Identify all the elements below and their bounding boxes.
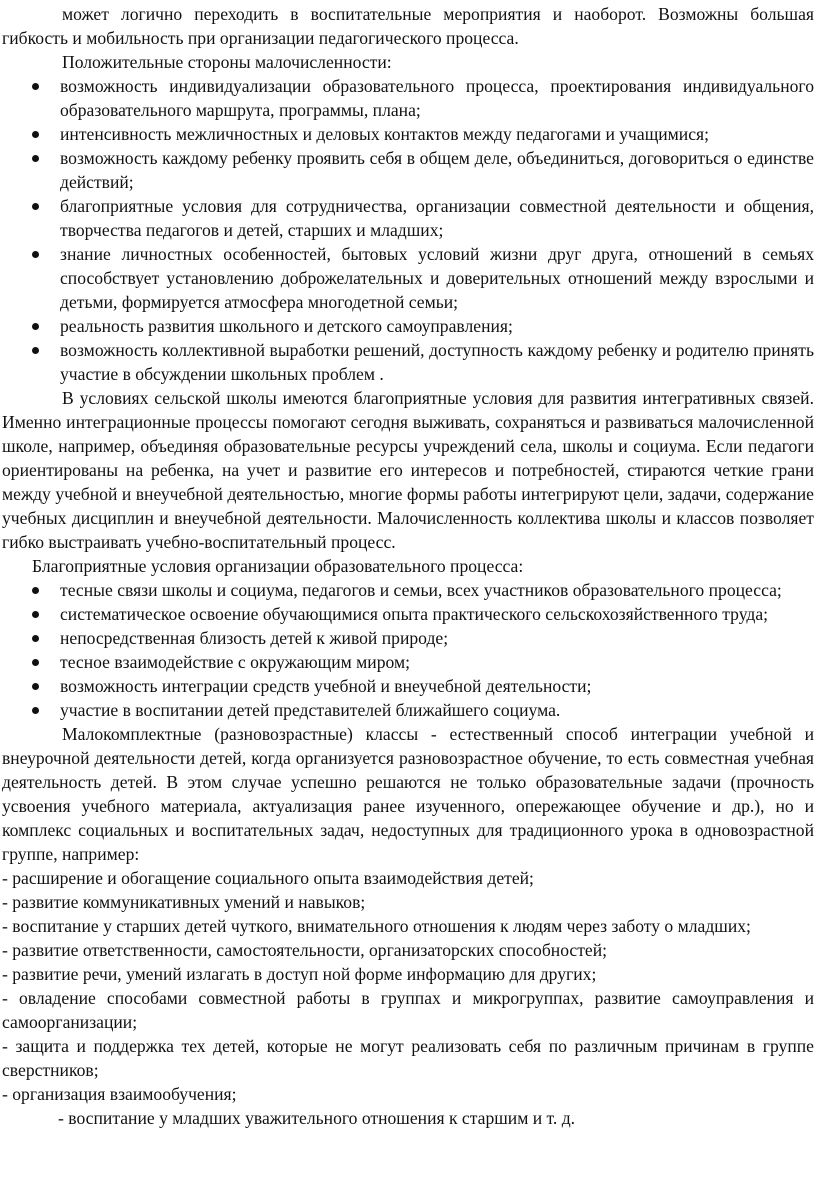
bullet-icon [32, 203, 39, 210]
list-item: возможность индивидуализации образовательного процесса, проектирования индивидуального образовательного маршрута, программы, плана; [60, 74, 814, 122]
bullet-icon [32, 83, 39, 90]
list-item: участие в воспитании детей представителей ближайшего социума. [60, 698, 814, 722]
list-item: тесное взаимодействие с окружающим миром; [60, 650, 814, 674]
bullet-icon [32, 323, 39, 330]
dash-item: - организация взаимообучения; [2, 1084, 237, 1104]
dash-item: - овладение способами совместной работы в группах и микрогруппах, развитие самоуправления и самоорганизации; [2, 988, 814, 1032]
dash-item: - развитие речи, умений излагать в доступ ной форме информацию для других; [2, 964, 597, 984]
bullet-icon [32, 683, 39, 690]
bullet-icon [32, 635, 39, 642]
list-item: непосредственная близость детей к живой природе; [60, 626, 814, 650]
bullet-icon [32, 155, 39, 162]
dash-item: - расширение и обогащение социального опыта взаимодействия детей; [2, 868, 534, 888]
positives-list [2, 74, 814, 386]
conditions-heading: Благоприятные условия организации образовательного процесса: [32, 556, 524, 576]
conditions-list [2, 578, 814, 722]
bullet-icon [32, 347, 39, 354]
list-item: знание личностных особенностей, бытовых условий жизни друг друга, отношений в семьях способствует установлению доброжелательных и доверительных отношений между взрослыми и детьми, формируется атмосфера многодетной семьи; [60, 242, 814, 314]
bullet-icon [32, 659, 39, 666]
dash-item: - защита и поддержка тех детей, которые не могут реализовать себя по различным причинам в группе сверстников; [2, 1036, 814, 1080]
paragraph-intro: может логично переходить в воспитательные мероприятия и наоборот. Возможны большая гибкость и мобильность при организации педагогического процесса. [2, 4, 814, 48]
list-item: интенсивность межличностных и деловых контактов между педагогами и учащимися; [60, 122, 814, 146]
positives-heading: Положительные стороны малочисленности: [62, 52, 392, 72]
dash-item-last: - воспитание у младших уважительного отношения к старшим и т. д. [58, 1108, 576, 1128]
bullet-icon [32, 707, 39, 714]
list-item: тесные связи школы и социума, педагогов и семьи, всех участников образовательного процесса; [60, 578, 814, 602]
list-item: реальность развития школьного и детского самоуправления; [60, 314, 814, 338]
bullet-icon [32, 611, 39, 618]
list-item: возможность коллективной выработки решений, доступность каждому ребенку и родителю принять участие в обсуждении школьных проблем . [60, 338, 814, 386]
list-item: систематическое освоение обучающимися опыта практического сельскохозяйственного труда; [60, 602, 814, 626]
dash-item: - развитие коммуникативных умений и навыков; [2, 892, 366, 912]
bullet-icon [32, 587, 39, 594]
paragraph-rural-school: В условиях сельской школы имеются благоприятные условия для развития интегративных связей. Именно интеграционные процессы помогают сегодня выживать, сохраняться и развиваться малочисленной школе, например, объединяя образовательные ресурсы учреждений села, школы и социума. Если педагоги ориентированы на ребенка, на учет и развитие его интересов и потребностей, стираются четкие грани между учебной и внеучебной деятельностью, многие формы работы интегрируют цели, задачи, содержание учебных дисциплин и внеучебной деятельности. Малочисленность коллектива школы и классов позволяет гибко выстраивать учебно-воспитательный процесс. [2, 388, 814, 552]
list-item: возможность интеграции средств учебной и внеучебной деятельности; [60, 674, 814, 698]
bullet-icon [32, 131, 39, 138]
dash-item: - развитие ответственности, самостоятельности, организаторских способностей; [2, 940, 608, 960]
list-item: благоприятные условия для сотрудничества, организации совместной деятельности и общения, творчества педагогов и детей, старших и младших; [60, 194, 814, 242]
dash-item: - воспитание у старших детей чуткого, внимательного отношения к людям через заботу о младших; [2, 916, 751, 936]
paragraph-mixed-age-classes: Малокомплектные (разновозрастные) классы - естественный способ интеграции учебной и внеурочной деятельности детей, когда организуется разновозрастное обучение, то есть совместная учебная деятельность детей. В этом случае успешно решаются не только образовательные задачи (прочность усвоения учебного материала, актуализация ранее изученного, опережающее обучение и др.), но и комплекс социальных и воспитательных задач, недоступных для традиционного урока в одновозрастной группе, например: [2, 724, 814, 864]
bullet-icon [32, 251, 39, 258]
list-item: возможность каждому ребенку проявить себя в общем деле, объединиться, договориться о единстве действий; [60, 146, 814, 194]
